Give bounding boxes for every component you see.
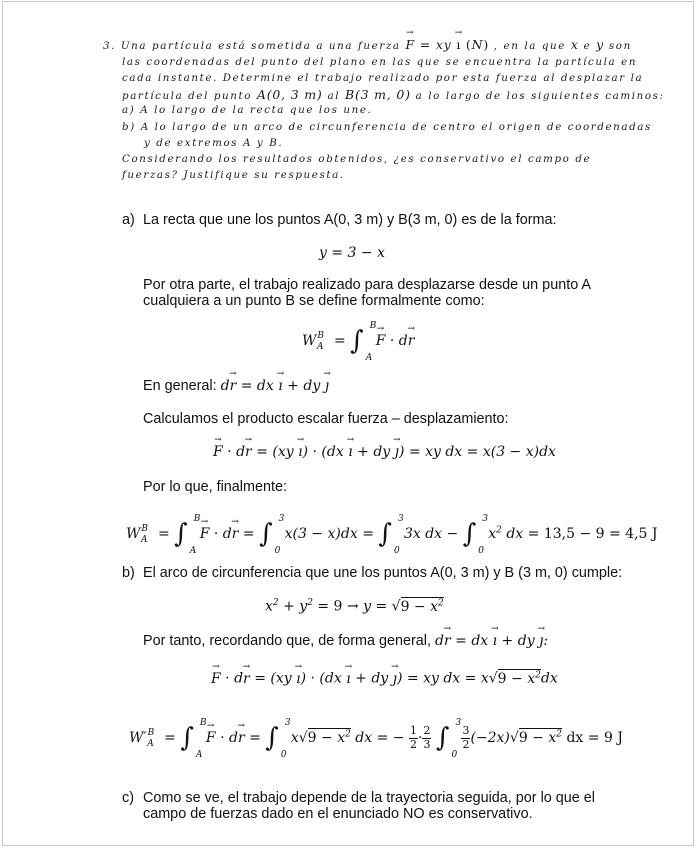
solution-c-line-1 (122, 790, 595, 806)
work-result-equation-b: $W'^B_A$ = ∫ B A F → · dr → = ∫ 3 0 $x√9 - x^2$ dx = − $\frac{1}{2}\cdot$ $\frac{2}{3}$ ∫ 3 0 $\frac{3}{2}(-2x)√9 - x^2$ dx = 9 J (129, 724, 623, 752)
problem-line-3: cada instante. Determine el trabajo realizado por esta fuerza al desplazar la (122, 72, 644, 84)
problem-question-2: fuerzas? Justifique su respuesta. (122, 169, 345, 181)
solution-a-label: a) (122, 212, 135, 228)
work-result-a: = 13,5 − 9 = 4,5 J (527, 526, 658, 542)
problem-item-a (122, 104, 372, 116)
problem-line1-b: , en la que (493, 40, 566, 52)
solution-b-intro-text: El arco de circunferencia que une los puntos A(0, 3 m) y B (3 m, 0) cumple: (143, 565, 623, 581)
recall-label: Por tanto, recordando que, de forma general, (143, 633, 431, 649)
work-definition-2: cualquiera a un punto B se define formalmente como: (143, 293, 485, 309)
solution-c-line-2: campo de fuerzas dado en el enunciado NO es conservativo. (143, 806, 533, 822)
work-definition-equation: $W^B_A$ = ∫ B A F → · dr → (302, 327, 414, 355)
dot-product-equation-a: F → · dr → = (xy ı →) · (dx ı → + dy ȷ →) = xy dx = x(3 − x)dx (213, 444, 556, 460)
problem-line-4 (122, 87, 665, 102)
item-a-label: a) (122, 104, 136, 116)
final-label: Por lo que, finalmente: (143, 479, 287, 495)
item-b-text-1: A lo largo de un arco de circunferencia de centro el origen de coordenadas (140, 121, 652, 133)
var-x: x (570, 37, 579, 52)
solution-c-text-1: Como se ve, el trabajo depende de la trayectoria seguida, por lo que el (143, 790, 595, 806)
item-b-label: b) (122, 121, 136, 133)
recall-dr-eq: dr → = dx ı → + dy ȷ →: (435, 633, 548, 649)
problem-question-1: Considerando los resultados obtenidos, ¿es conservativo el campo de (122, 153, 592, 165)
var-y: y (596, 37, 605, 52)
problem-line4-b: al (327, 90, 341, 102)
work-result-b: dx = 9 J (566, 730, 623, 746)
problem-item-b (122, 121, 652, 133)
force-expression: F → = xy ı → (N) (406, 37, 494, 52)
line-equation: y = 3 − x (319, 245, 385, 261)
point-a: A(0, 3 m) (256, 87, 323, 102)
problem-line1-a: Una partícula está sometida a una fuerza (120, 40, 401, 52)
problem-item-b-cont: y de extremos A y B. (144, 137, 284, 149)
solution-a-intro-text: La recta que une los puntos A(0, 3 m) y B(3 m, 0) es de la forma: (143, 212, 557, 228)
point-b: B(3 m, 0) (344, 87, 411, 102)
problem-line4-c: a lo largo de los siguientes caminos: (415, 90, 665, 102)
general-label (143, 378, 329, 394)
solution-b-label: b) (122, 565, 135, 581)
work-definition-1: Por otra parte, el trabajo realizado para desplazarse desde un punto A (143, 277, 591, 293)
work-result-equation-a: $W^B_A$ = ∫ B A F → · dr → = ∫ 3 0 x(3 − x)dx = ∫ 3 0 3x dx − ∫ 3 0 $x^2$ dx = 13,5 − 9 = 4,5 J (126, 520, 658, 548)
product-label: Calculamos el producto escalar fuerza – desplazamiento: (143, 411, 509, 427)
problem-line-2: las coordenadas del punto del plano en las que se encuentra la partícula en (122, 56, 638, 68)
general-label-text: En general: (143, 378, 217, 394)
item-a-text: A lo largo de la recta que los une. (140, 104, 373, 116)
solution-a-intro (122, 212, 557, 228)
dot-product-equation-b: F → · dr → = (xy ı →) · (dx ı → + dy ȷ →) = xy dx = $x√9 - x^2dx$ (211, 670, 558, 687)
problem-line-1 (103, 37, 632, 52)
general-dr-eq: dr → = dx ı → + dy ȷ → (221, 378, 329, 394)
problem-number: 3. (103, 40, 117, 52)
circle-equation: $x^2 + y^2 = 9 \to y = √9 - x^2$ (265, 598, 444, 615)
problem-line1-c: son (608, 40, 632, 52)
problem-line4-a: partícula del punto (122, 90, 253, 102)
solution-b-intro (122, 565, 622, 581)
conj-e: e (583, 40, 592, 52)
recall-line (143, 633, 548, 649)
solution-c-label: c) (122, 790, 134, 806)
